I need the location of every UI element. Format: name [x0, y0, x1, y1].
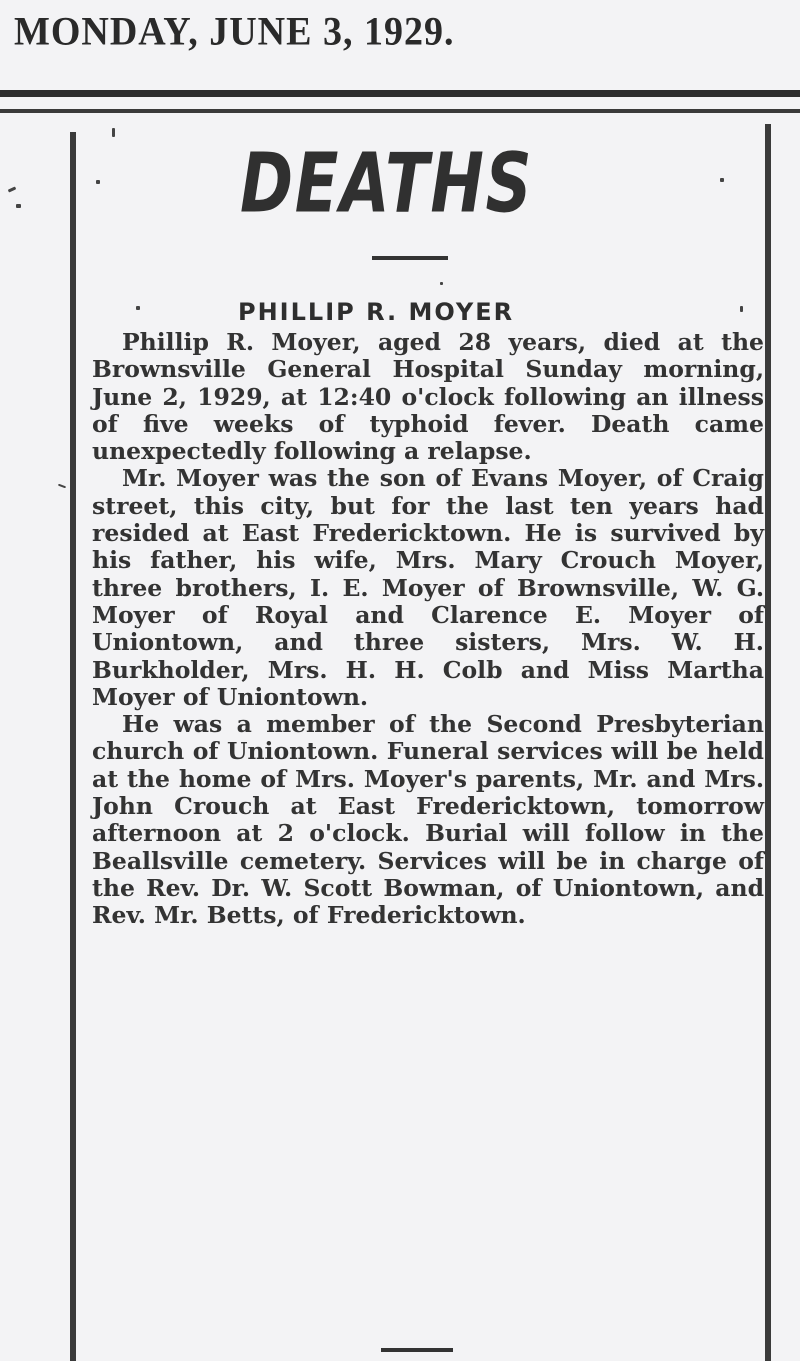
print-speck [58, 484, 66, 489]
print-speck [740, 306, 743, 312]
print-speck [136, 306, 140, 310]
print-speck [96, 180, 100, 184]
obituary-paragraph: Phillip R. Moyer, aged 28 years, died at the Brownsville General Hospital Sunday morning, June 2, 1929, at 12:40 o'clock following an illness of five weeks of typhoid fever. Death came unexpectedly following a relapse. [92, 328, 764, 466]
print-speck [720, 178, 724, 182]
section-headline: DEATHS [240, 136, 534, 232]
obituary-paragraph: He was a member of the Second Presbyterian church of Uniontown. Funeral services will be held at the home of Mrs. Moyer's parents, Mr. and Mrs. John Crouch at East Fredericktown, tomorrow afternoon at 2 o'clock. Burial will follow in the Beallsville cemetery. Services will be in charge of the Rev. Dr. W. Scott Bowman, of Uniontown, and Rev. Mr. Betts, of Fredericktown. [92, 710, 764, 930]
column-border-left [70, 132, 76, 1361]
obituary-body [92, 329, 764, 930]
obituary-name-heading: PHILLIP R. MOYER [238, 298, 515, 326]
dateline: MONDAY, JUNE 3, 1929. [14, 9, 455, 55]
print-speck [440, 282, 443, 285]
print-speck [8, 186, 17, 192]
column-border-right [765, 124, 771, 1361]
print-speck [112, 128, 115, 137]
print-speck [16, 204, 21, 208]
headline-divider [372, 256, 448, 260]
header-rule-thick [0, 90, 800, 97]
end-divider [381, 1348, 453, 1352]
header-rule-thin [0, 109, 800, 113]
obituary-paragraph: Mr. Moyer was the son of Evans Moyer, of Craig street, this city, but for the last ten years had resided at East Fredericktown. He is survived by his father, his wife, Mrs. Mary Crouch Moyer, three brothers, I. E. Moyer of Brownsville, W. G. Moyer of Royal and Clarence E. Moyer of Uniontown, and three sisters, Mrs. W. H. Burkholder, Mrs. H. H. Colb and Miss Martha Moyer of Uniontown. [92, 464, 764, 711]
